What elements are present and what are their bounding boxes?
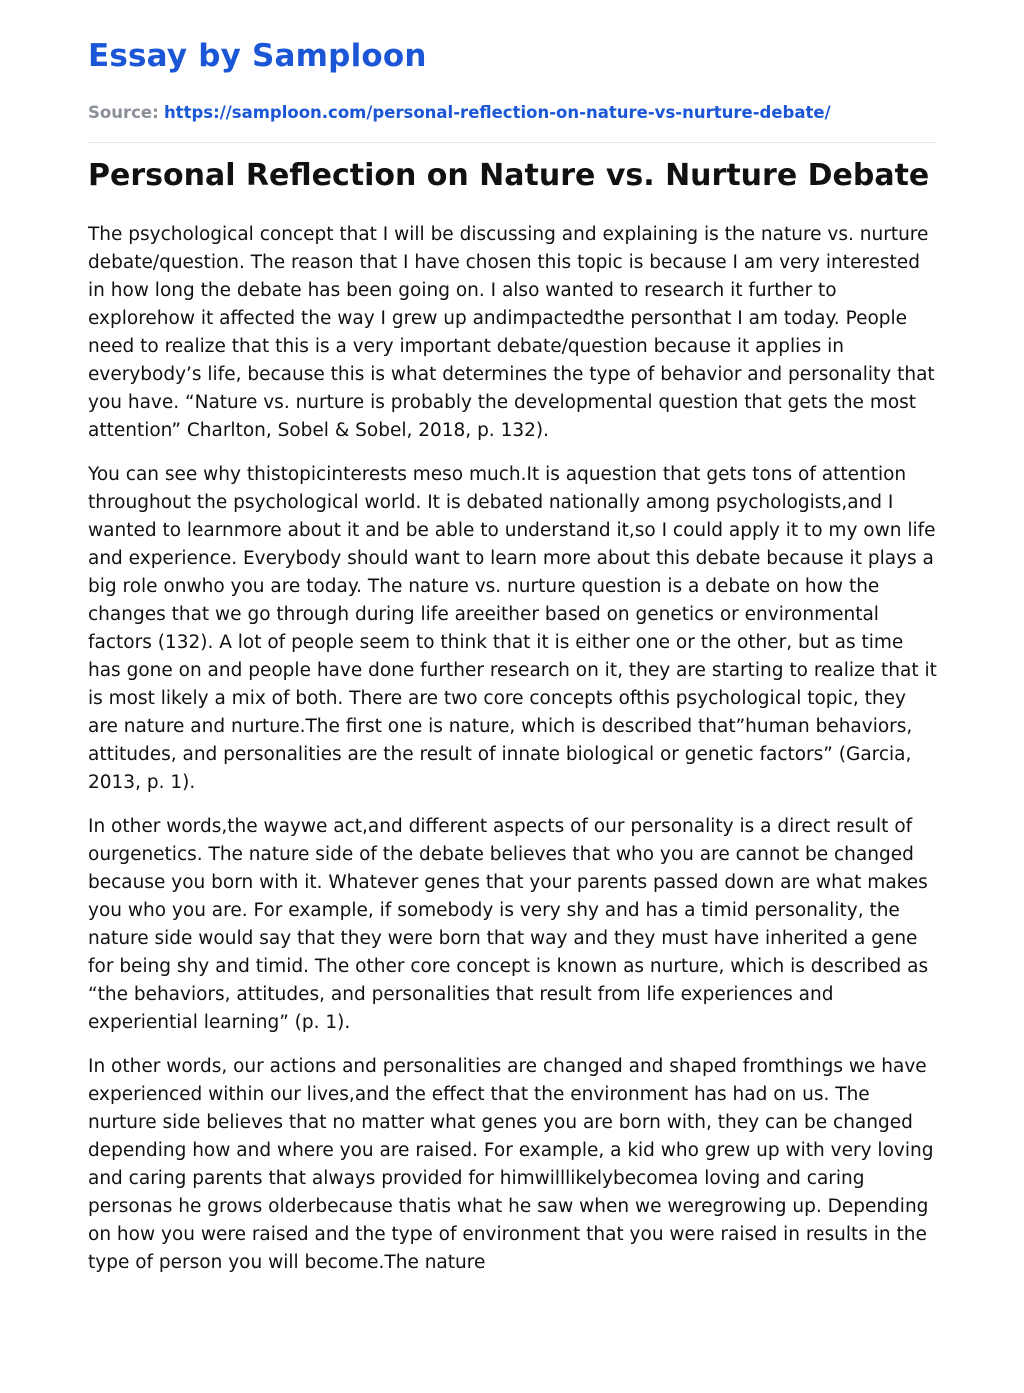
site-brand: Essay by Samploon <box>88 38 427 74</box>
header-divider <box>88 142 936 143</box>
essay-title: Personal Reflection on Nature vs. Nurture Debate <box>88 158 930 193</box>
essay-paragraph: The psychological concept that I will be discussing and explaining is the nature vs. nurture debate/question. The reason that I have chosen this topic is because I am very interested in how long the debate has been going on. I also wanted to research it further to explorehow it affected the way I grew up andimpactedthe personthat I am today. People need to realize that this is a very important debate/question because it applies in everybody’s life, because this is what determines the type of behavior and personality that you have. “Nature vs. nurture is probably the developmental question that gets the most attention” Charlton, Sobel & Sobel, 2018, p. 132). <box>88 224 935 441</box>
essay-body <box>88 221 940 1293</box>
source-label: Source: <box>88 103 159 122</box>
essay-paragraph: In other words, our actions and personalities are changed and shaped fromthings we have experienced within our lives,and the effect that the environment has had on us. The nurture side believes that no matter what genes you are born with, they can be changed depending how and where you are raised. For example, a kid who grew up with very loving and caring parents that always provided for himwilllikelybecomea loving and caring personas he grows olderbecause thatis what he saw when we weregrowing up. Depending on how you were raised and the type of environment that you were raised in results in the type of person you will become.The nature <box>88 1056 934 1273</box>
source-link[interactable]: https://samploon.com/personal-reflection-on-nature-vs-nurture-debate/ <box>163 103 831 122</box>
essay-paragraph: In other words,the waywe act,and different aspects of our personality is a direct result of ourgenetics. The nature side of the debate believes that who you are cannot be changed because you born with it. Whatever genes that your parents passed down are what makes you who you are. For example, if somebody is very shy and has a timid personality, the nature side would say that they were born that way and they must have inherited a gene for being shy and timid. The other core concept is known as nurture, which is described as “the behaviors, attitudes, and personalities that result from life experiences and experiential learning” (p. 1). <box>88 816 929 1033</box>
essay-paragraph: You can see why thistopicinterests meso much.It is aquestion that gets tons of attention throughout the psychological world. It is debated nationally among psychologists,and I wanted to learnmore about it and be able to understand it,so I could apply it to my own life and experience. Everybody should want to learn more about this debate because it plays a big role onwho you are today. The nature vs. nurture question is a debate on how the changes that we go through during life areeither based on genetics or environmental factors (132). A lot of people seem to think that it is either one or the other, but as time has gone on and people have done further research on it, they are starting to realize that it is most likely a mix of both. There are two core concepts ofthis psychological topic, they are nature and nurture.The first one is nature, which is described that”human behaviors, attitudes, and personalities are the result of innate biological or genetic factors” (Garcia, 2013, p. 1). <box>88 464 937 793</box>
source-line <box>88 102 831 124</box>
